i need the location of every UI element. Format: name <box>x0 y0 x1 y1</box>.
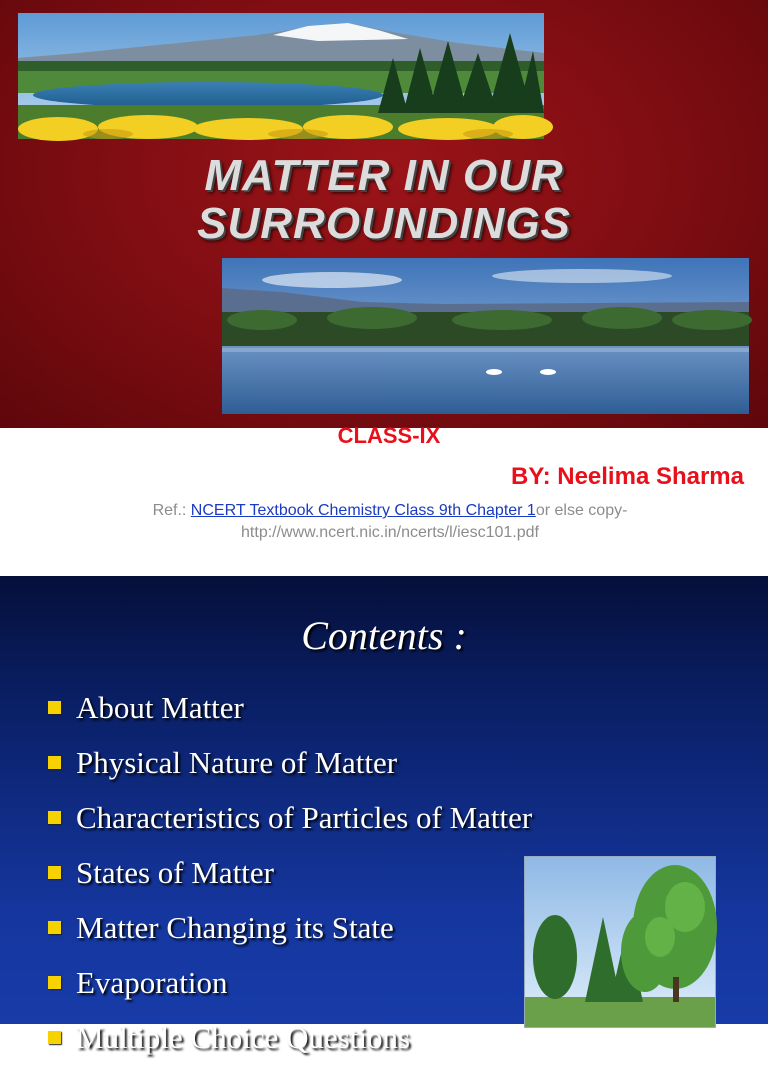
trees-photo <box>524 856 716 1028</box>
ncert-textbook-link[interactable]: NCERT Textbook Chemistry Class 9th Chapter 1 <box>190 502 536 519</box>
list-item <box>48 845 532 900</box>
square-bullet-icon <box>48 811 61 824</box>
list-item <box>48 680 532 735</box>
contents-title: Contents : <box>301 613 467 658</box>
square-bullet-icon <box>48 921 61 934</box>
square-bullet-icon <box>48 756 61 769</box>
class-label: CLASS-IX <box>337 423 441 448</box>
reference-prefix: Ref.: <box>152 502 191 519</box>
contents-list <box>48 680 532 1065</box>
list-item-label: About Matter <box>76 689 244 725</box>
slide-title-line2: SURROUNDINGS <box>197 199 571 248</box>
square-bullet-icon <box>48 866 61 879</box>
list-item <box>48 790 532 845</box>
reference-url: http://www.ncert.nic.in/ncerts/l/iesc101.pdf <box>241 524 539 541</box>
square-bullet-icon <box>48 1031 61 1044</box>
reference-suffix: or else copy- <box>535 502 628 519</box>
list-item-label: Evaporation <box>76 964 228 1000</box>
author-label: BY: Neelima Sharma <box>511 463 744 490</box>
list-item-label: Multiple Choice Questions <box>76 1019 411 1055</box>
title-slide <box>0 0 768 428</box>
mountain-lake-photo <box>18 13 544 139</box>
list-item <box>48 735 532 790</box>
list-item-label: Characteristics of Particles of Matter <box>76 799 533 835</box>
slide-title-line1: MATTER IN OUR <box>204 151 564 200</box>
lake-swans-photo <box>222 258 749 414</box>
list-item <box>48 1010 532 1065</box>
list-item-label: Matter Changing its State <box>76 909 394 945</box>
reference-note <box>100 500 680 544</box>
square-bullet-icon <box>48 976 61 989</box>
square-bullet-icon <box>48 701 61 714</box>
list-item-label: Physical Nature of Matter <box>76 744 398 780</box>
contents-slide <box>0 576 768 1055</box>
list-item <box>48 955 532 1010</box>
list-item-label: States of Matter <box>76 854 275 890</box>
list-item <box>48 900 532 955</box>
